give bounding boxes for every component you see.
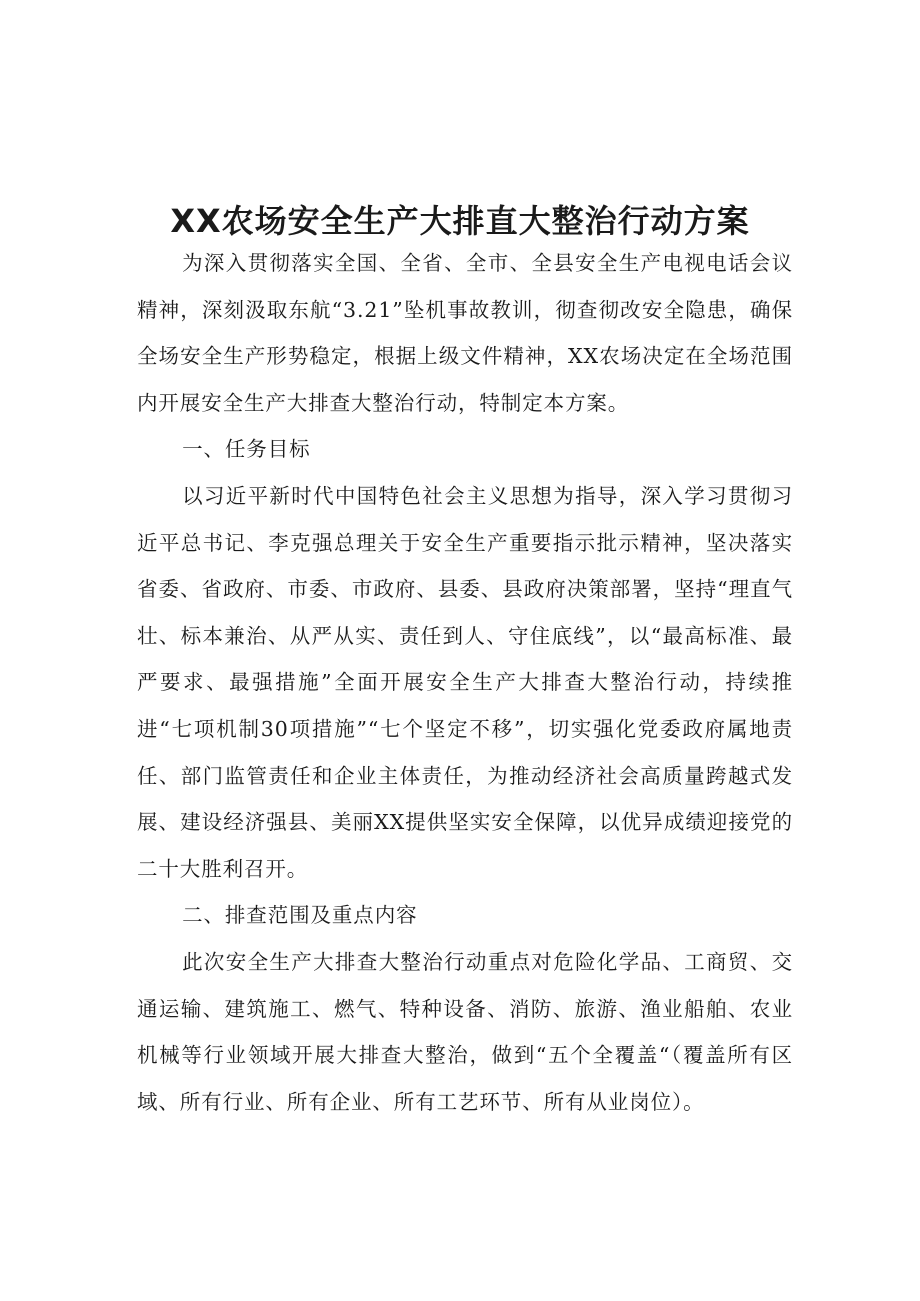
intro-paragraph: 为深入贯彻落实全国、全省、全市、全县安全生产电视电话会议精神，深刻汲取东航“3.21”坠机事故教训，彻查彻改安全隐患，确保全场安全生产形势稳定，根据上级文件精神，XX农场决定在全场范围内开展安全生产大排查大整治行动，特制定本方案。 (137, 251, 793, 415)
scope-paragraph: 此次安全生产大排查大整治行动重点对危险化学品、工商贸、交通运输、建筑施工、燃气、特种设备、消防、旅游、渔业船舶、农业机械等行业领域开展大排查大整治，做到“五个全覆盖“（覆盖所有区域、所有行业、所有企业、所有工艺环节、所有从业岗位）。 (137, 949, 793, 1114)
document-body (137, 240, 793, 1125)
section-heading-scope: 二、排查范围及重点内容 (182, 903, 418, 928)
document-title: XX农场安全生产大排直大整治行动方案 (170, 202, 750, 241)
task-goal-paragraph: 以习近平新时代中国特色社会主义思想为指导，深入学习贯彻习近平总书记、李克强总理关于安全生产重要指示批示精神，坚决落实省委、省政府、市委、市政府、县委、县政府决策部署，坚持“理直气壮、标本兼治、从严从实、责任到人、守住底线”，以“最高标准、最严要求、最强措施”全面开展安全生产大排查大整治行动，持续推进“七项机制30项措施”“七个坚定不移”，切实强化党委政府属地责任、部门监管责任和企业主体责任，为推动经济社会高质量跨越式发展、建设经济强县、美丽XX提供坚实安全保障，以优异成绩迎接党的二十大胜利召开。 (137, 483, 793, 881)
section-heading-task-goal: 一、任务目标 (182, 437, 311, 462)
